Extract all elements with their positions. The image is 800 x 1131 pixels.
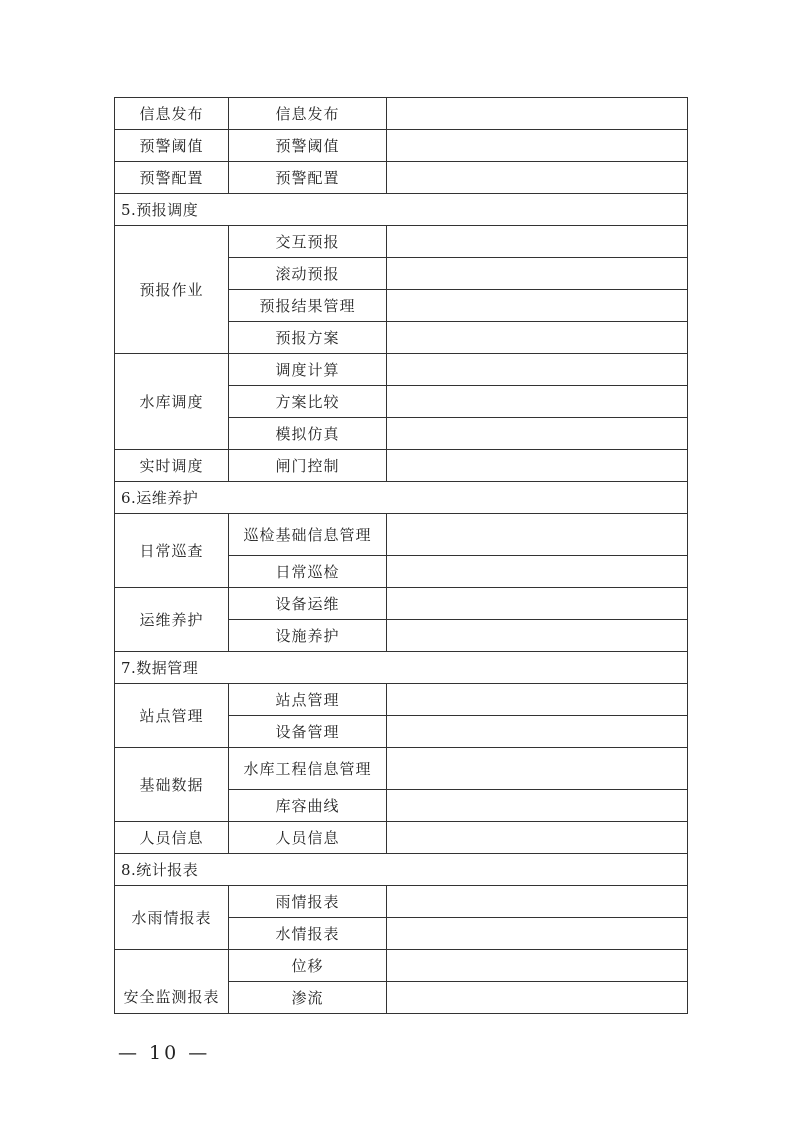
section-heading: 5.预报调度 — [115, 194, 688, 226]
description-cell — [387, 716, 688, 748]
category-cell: 基础数据 — [115, 748, 229, 822]
function-cell: 预报结果管理 — [229, 290, 387, 322]
section-heading: 8.统计报表 — [115, 854, 688, 886]
category-cell: 水雨情报表 — [115, 886, 229, 950]
function-cell: 方案比较 — [229, 386, 387, 418]
description-cell — [387, 98, 688, 130]
function-cell: 雨情报表 — [229, 886, 387, 918]
category-cell: 运维养护 — [115, 588, 229, 652]
description-cell — [387, 450, 688, 482]
function-cell: 预警配置 — [229, 162, 387, 194]
category-cell: 水库调度 — [115, 354, 229, 450]
section-row — [115, 854, 688, 886]
description-cell — [387, 950, 688, 982]
function-cell: 交互预报 — [229, 226, 387, 258]
description-cell — [387, 748, 688, 790]
description-cell — [387, 322, 688, 354]
category-cell: 日常巡查 — [115, 514, 229, 588]
category-cell: 预报作业 — [115, 226, 229, 354]
function-cell: 模拟仿真 — [229, 418, 387, 450]
table-row — [115, 98, 688, 130]
description-cell — [387, 290, 688, 322]
category-cell: 信息发布 — [115, 98, 229, 130]
function-cell: 站点管理 — [229, 684, 387, 716]
function-cell: 巡检基础信息管理 — [229, 514, 387, 556]
section-heading: 7.数据管理 — [115, 652, 688, 684]
page-number: — 10 — — [118, 1042, 211, 1064]
description-cell — [387, 790, 688, 822]
function-cell: 滚动预报 — [229, 258, 387, 290]
description-cell — [387, 130, 688, 162]
function-cell: 设备管理 — [229, 716, 387, 748]
function-cell: 预报方案 — [229, 322, 387, 354]
function-cell: 渗流 — [229, 982, 387, 1014]
description-cell — [387, 514, 688, 556]
table-row — [115, 822, 688, 854]
table-row — [115, 588, 688, 620]
section-row — [115, 652, 688, 684]
function-cell: 水情报表 — [229, 918, 387, 950]
description-cell — [387, 354, 688, 386]
function-cell: 调度计算 — [229, 354, 387, 386]
table-row — [115, 354, 688, 386]
table-row — [115, 950, 688, 982]
description-cell — [387, 822, 688, 854]
function-cell: 预警阈值 — [229, 130, 387, 162]
function-cell: 位移 — [229, 950, 387, 982]
table-row — [115, 886, 688, 918]
function-cell: 水库工程信息管理 — [229, 748, 387, 790]
table-body — [115, 98, 688, 1014]
table-row — [115, 130, 688, 162]
category-cell: 预警阈值 — [115, 130, 229, 162]
function-cell: 人员信息 — [229, 822, 387, 854]
description-cell — [387, 684, 688, 716]
category-cell: 安全监测报表 — [115, 950, 229, 1014]
table-row — [115, 450, 688, 482]
description-cell — [387, 982, 688, 1014]
category-cell: 站点管理 — [115, 684, 229, 748]
description-cell — [387, 386, 688, 418]
category-cell: 预警配置 — [115, 162, 229, 194]
description-cell — [387, 918, 688, 950]
table-row — [115, 748, 688, 790]
description-cell — [387, 886, 688, 918]
category-cell: 实时调度 — [115, 450, 229, 482]
category-cell: 人员信息 — [115, 822, 229, 854]
table-row — [115, 514, 688, 556]
function-cell: 日常巡检 — [229, 556, 387, 588]
description-cell — [387, 620, 688, 652]
description-cell — [387, 588, 688, 620]
description-cell — [387, 226, 688, 258]
function-cell: 闸门控制 — [229, 450, 387, 482]
table-row — [115, 162, 688, 194]
table-row — [115, 684, 688, 716]
function-cell: 库容曲线 — [229, 790, 387, 822]
description-cell — [387, 258, 688, 290]
section-heading: 6.运维养护 — [115, 482, 688, 514]
description-cell — [387, 418, 688, 450]
table-row — [115, 226, 688, 258]
section-row — [115, 194, 688, 226]
function-cell: 设施养护 — [229, 620, 387, 652]
function-cell: 设备运维 — [229, 588, 387, 620]
description-cell — [387, 162, 688, 194]
section-row — [115, 482, 688, 514]
description-cell — [387, 556, 688, 588]
function-list-table — [114, 97, 688, 1014]
function-cell: 信息发布 — [229, 98, 387, 130]
